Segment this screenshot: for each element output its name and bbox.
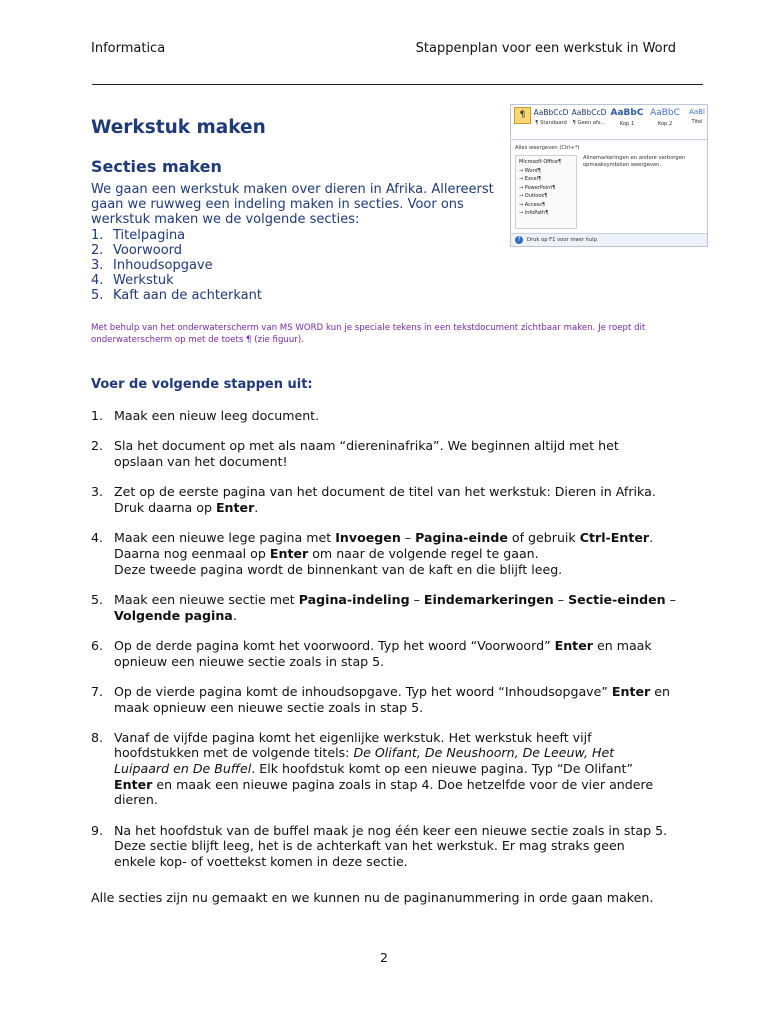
list-item: 6. Op de derde pagina komt het voorwoord. Typ het woord “Voorwoord” Enter en maak opnieuw een nieuwe sectie zoals in stap 5. [91, 637, 652, 669]
list-item: 4. Werkstuk [91, 273, 174, 289]
style-kop2: AaBbC Kop 2 [650, 108, 680, 127]
section-heading: Secties maken [91, 157, 222, 176]
help-icon: ? [515, 236, 523, 244]
intro-block [91, 182, 511, 304]
tooltip-description: Alinemarkeringen en andere verborgen opmaaksymbolen weergeven. [583, 155, 686, 168]
section-list [91, 228, 511, 304]
tooltip-preview: Microsoft·Office¶ → Word¶ → Excel¶ → PowerPoint¶ → Outlook¶ → Access¶ → InfoPath¶ [515, 155, 577, 229]
header-rule [92, 84, 703, 85]
style-geen-afstand: AaBbCcD ¶ Geen afs... [571, 108, 607, 126]
list-item: 5. Maak een nieuwe sectie met Pagina-indeling – Eindemarkeringen – Sectie-einden – Volgende pagina. [91, 591, 676, 623]
list-item: 1. Titelpagina [91, 227, 186, 243]
list-item: 3. Zet op de eerste pagina van het document de titel van het werkstuk: Dieren in Afrika. Druk daarna op Enter. [91, 484, 656, 515]
tooltip-help-footer: ? Druk op F1 voor meer hulp. [511, 233, 707, 247]
list-item: 3. Inhoudsopgave [91, 258, 213, 274]
list-item: 5. Kaft aan de achterkant [91, 288, 262, 304]
ribbon-styles-bar [511, 105, 707, 140]
list-item: 7. Op de vierde pagina komt de inhoudsopgave. Typ het woord “Inhoudsopgave” Enter en maak opnieuw een nieuwe sectie zoals in stap 5. [91, 683, 670, 715]
list-item: 8. Vanaf de vijfde pagina komt het eigenlijke werkstuk. Het werkstuk heeft vijf hoofdstukken met de volgende titels: De Olifant, De Neushoorn, De Leeuw, Het Luipaard en De Buffel. Elk hoofdstuk komt op een nieuwe pagina. Typ “De Olifant” Enter en maak een nieuwe pagina zoals in stap 4. Doe hetzelfde voor de vier andere dieren. [91, 729, 654, 808]
steps-heading: Voer de volgende stappen uit: [91, 377, 313, 392]
page-title: Werkstuk maken [91, 117, 266, 138]
word-screenshot-figure [510, 104, 708, 247]
style-kop1: AaBbC Kop 1 [610, 108, 644, 127]
list-item: 2. Sla het document op met als naam “diereninafrika”. We beginnen altijd met het opslaan van het document! [91, 438, 619, 469]
style-titel: AaBl Titel [689, 108, 705, 125]
tooltip-title: Alles weergeven (Ctrl+*) [515, 145, 580, 151]
list-item: 2. Voorwoord [91, 242, 183, 258]
style-standaard: AaBbCcD ¶ Standaard [533, 108, 569, 126]
steps-list [91, 408, 691, 884]
list-item: 4. Maak een nieuwe lege pagina met Invoegen – Pagina-einde of gebruik Ctrl-Enter. Daarna nog eenmaal op Enter om naar de volgende regel te gaan. Deze tweede pagina wordt de binnenkant van de kaft en die blijft leeg. [91, 530, 654, 577]
closing-text: Alle secties zijn nu gemaakt en we kunnen nu de paginanummering in orde gaan maken. [91, 890, 654, 905]
header-document-title: Stappenplan voor een werkstuk in Word [415, 41, 676, 56]
list-item: 9. Na het hoofdstuk van de buffel maak je nog één keer een nieuwe sectie zoals in stap 5. Deze sectie blijft leeg, het is de achterkaft van het werkstuk. Er mag straks geen enkele kop- of voettekst komen in deze sectie. [91, 822, 668, 869]
note-text: Met behulp van het onderwaterscherm van MS WORD kun je speciale tekens in een tekstdocument zichtbaar maken. Je roept dit onderwaterscherm op met de toets ¶ (zie figuur). [91, 323, 646, 345]
intro-text: We gaan een werkstuk maken over dieren in Afrika. Allereerst gaan we ruwweg een indeling maken in secties. Voor ons werkstuk maken we de volgende secties: [91, 182, 494, 228]
header-subject: Informatica [91, 41, 166, 56]
list-item: 1. Maak een nieuw leeg document. [91, 408, 320, 423]
tooltip-panel [511, 141, 707, 235]
show-formatting-icon: ¶ [514, 107, 531, 124]
page-number: 2 [379, 950, 388, 965]
